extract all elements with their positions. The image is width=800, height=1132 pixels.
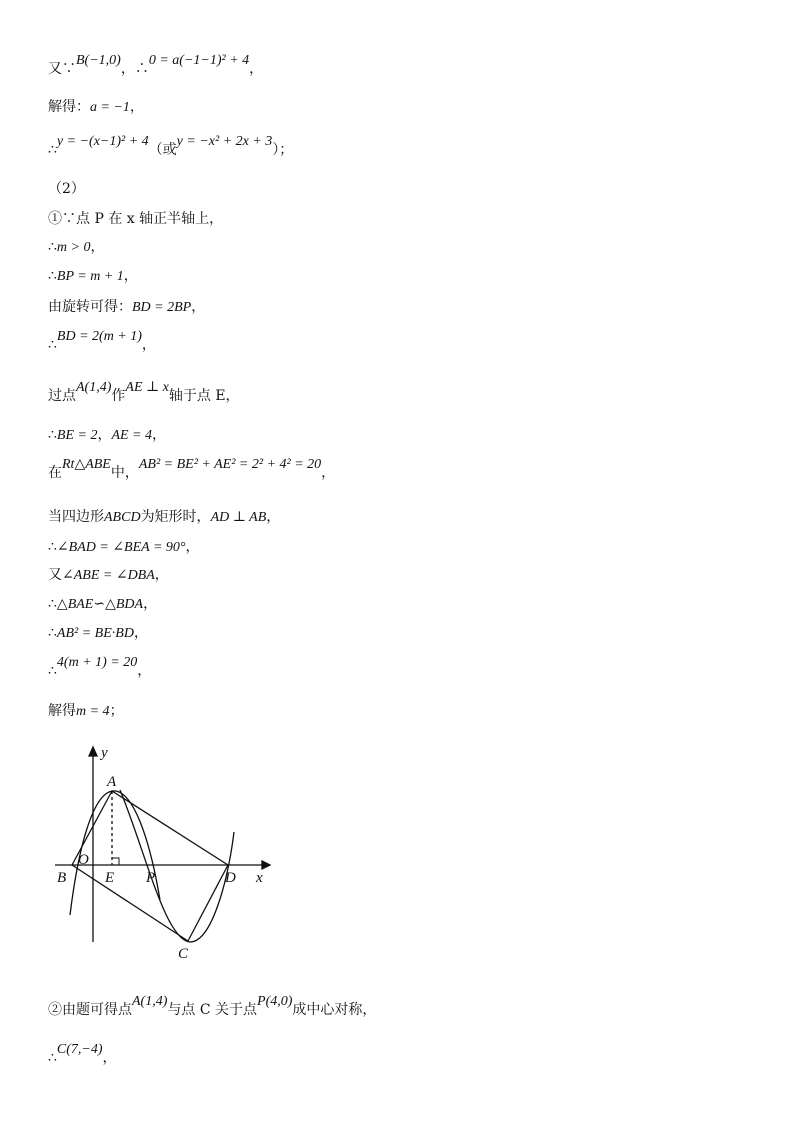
line-20: ②由题可得点A(1,4)与点 C 关于点P(4,0)成中心对称， bbox=[48, 994, 377, 1018]
label-b: B bbox=[57, 870, 67, 886]
label-a: A bbox=[107, 774, 117, 790]
y-axis-arrow bbox=[89, 747, 97, 756]
line-14: ∴∠BAD = ∠BEA = 90°， bbox=[48, 539, 200, 555]
line-17: ∴AB² = BE·BD， bbox=[48, 625, 148, 641]
label-y: y bbox=[101, 745, 108, 761]
x-axis-arrow bbox=[262, 861, 270, 869]
segment-ad bbox=[112, 791, 228, 865]
parabola-figure bbox=[50, 742, 272, 964]
segment-dc bbox=[188, 865, 228, 941]
line-18: ∴4(m + 1) = 20， bbox=[48, 655, 152, 679]
line-16: ∴△BAE∽△BDA， bbox=[48, 596, 158, 612]
line-13: 当四边形ABCD为矩形时，AD ⊥ AB， bbox=[48, 509, 281, 525]
label-o: O bbox=[78, 852, 89, 868]
line-11: ∴BE = 2，AE = 4， bbox=[48, 427, 167, 443]
label-d: D bbox=[225, 870, 236, 886]
label-c: C bbox=[178, 946, 189, 962]
line-12: 在Rt△ABE中，AB² = BE² + AE² = 2² + 4² = 20， bbox=[48, 457, 336, 481]
line-1: 又∵B(−1,0)，∴0 = a(−1−1)² + 4， bbox=[48, 53, 264, 77]
line-21: ∴C(7,−4)， bbox=[48, 1042, 117, 1066]
line-15: 又∠ABE = ∠DBA， bbox=[48, 567, 169, 583]
line-8: 由旋转可得：BD = 2BP， bbox=[48, 299, 206, 315]
line-2: 解得：a = −1， bbox=[48, 99, 144, 115]
figure-svg bbox=[50, 742, 272, 964]
label-x: x bbox=[256, 870, 263, 886]
line-9: ∴BD = 2(m + 1)， bbox=[48, 329, 156, 353]
line-3: ∴y = −(x−1)² + 4（或y = −x² + 2x + 3）； bbox=[48, 134, 294, 158]
parabola-2 bbox=[120, 790, 234, 942]
right-angle-mark bbox=[112, 858, 119, 865]
line-4: （2） bbox=[48, 181, 85, 197]
label-e: E bbox=[105, 870, 115, 886]
line-10: 过点A(1,4)作AE ⊥ x轴于点 E， bbox=[48, 380, 240, 404]
segment-cb bbox=[72, 865, 188, 941]
line-5: ①∵点 P 在 x 轴正半轴上， bbox=[48, 211, 224, 227]
line-6: ∴m > 0， bbox=[48, 239, 105, 255]
line-19: 解得m = 4； bbox=[48, 703, 124, 719]
label-p: P bbox=[146, 870, 156, 886]
line-7: ∴BP = m + 1， bbox=[48, 268, 138, 284]
